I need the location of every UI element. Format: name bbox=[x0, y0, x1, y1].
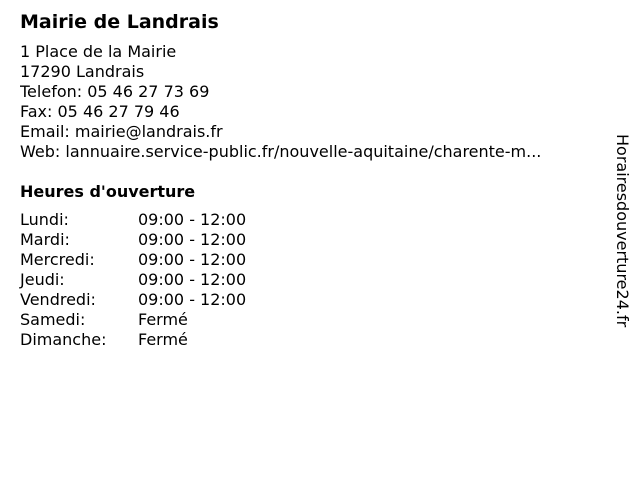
fax-value: 05 46 27 79 46 bbox=[57, 102, 180, 121]
site-brand-vertical[interactable]: Horairesdouverture24.fr bbox=[613, 134, 632, 328]
day-label: Vendredi: bbox=[20, 290, 96, 309]
hours-heading: Heures d'ouverture bbox=[20, 182, 196, 201]
day-hours: 09:00 - 12:00 bbox=[138, 270, 247, 289]
day-hours: Fermé bbox=[138, 330, 188, 349]
hours-row bbox=[20, 290, 246, 310]
day-label: Jeudi: bbox=[20, 270, 65, 289]
web-label: Web: bbox=[20, 142, 61, 161]
hours-row bbox=[20, 310, 246, 330]
phone-link[interactable]: 05 46 27 73 69 bbox=[87, 82, 210, 101]
day-hours: Fermé bbox=[138, 310, 188, 329]
address-line-2: 17290 Landrais bbox=[20, 62, 145, 81]
phone-line bbox=[20, 82, 600, 102]
day-hours: 09:00 - 12:00 bbox=[138, 230, 247, 249]
email-link[interactable]: mairie@landrais.fr bbox=[74, 122, 223, 141]
day-hours: 09:00 - 12:00 bbox=[138, 210, 247, 229]
opening-hours-table bbox=[20, 210, 246, 350]
email-label: Email: bbox=[20, 122, 70, 141]
day-hours: 09:00 - 12:00 bbox=[138, 250, 247, 269]
hours-row bbox=[20, 230, 246, 250]
email-line bbox=[20, 122, 600, 142]
hours-row bbox=[20, 210, 246, 230]
hours-row bbox=[20, 250, 246, 270]
fax-line bbox=[20, 102, 600, 122]
page-title: Mairie de Landrais bbox=[20, 11, 219, 33]
phone-label: Telefon: bbox=[20, 82, 83, 101]
fax-label: Fax: bbox=[20, 102, 53, 121]
address-line-1: 1 Place de la Mairie bbox=[20, 42, 177, 61]
day-label: Mercredi: bbox=[20, 250, 95, 269]
day-label: Dimanche: bbox=[20, 330, 107, 349]
hours-row bbox=[20, 270, 246, 290]
web-line bbox=[20, 142, 600, 162]
location-card bbox=[20, 10, 600, 350]
day-hours: 09:00 - 12:00 bbox=[138, 290, 247, 309]
day-label: Samedi: bbox=[20, 310, 86, 329]
website-link[interactable]: lannuaire.service-public.fr/nouvelle-aquitaine/charente-m... bbox=[65, 142, 542, 161]
day-label: Mardi: bbox=[20, 230, 70, 249]
day-label: Lundi: bbox=[20, 210, 69, 229]
hours-row bbox=[20, 330, 246, 350]
